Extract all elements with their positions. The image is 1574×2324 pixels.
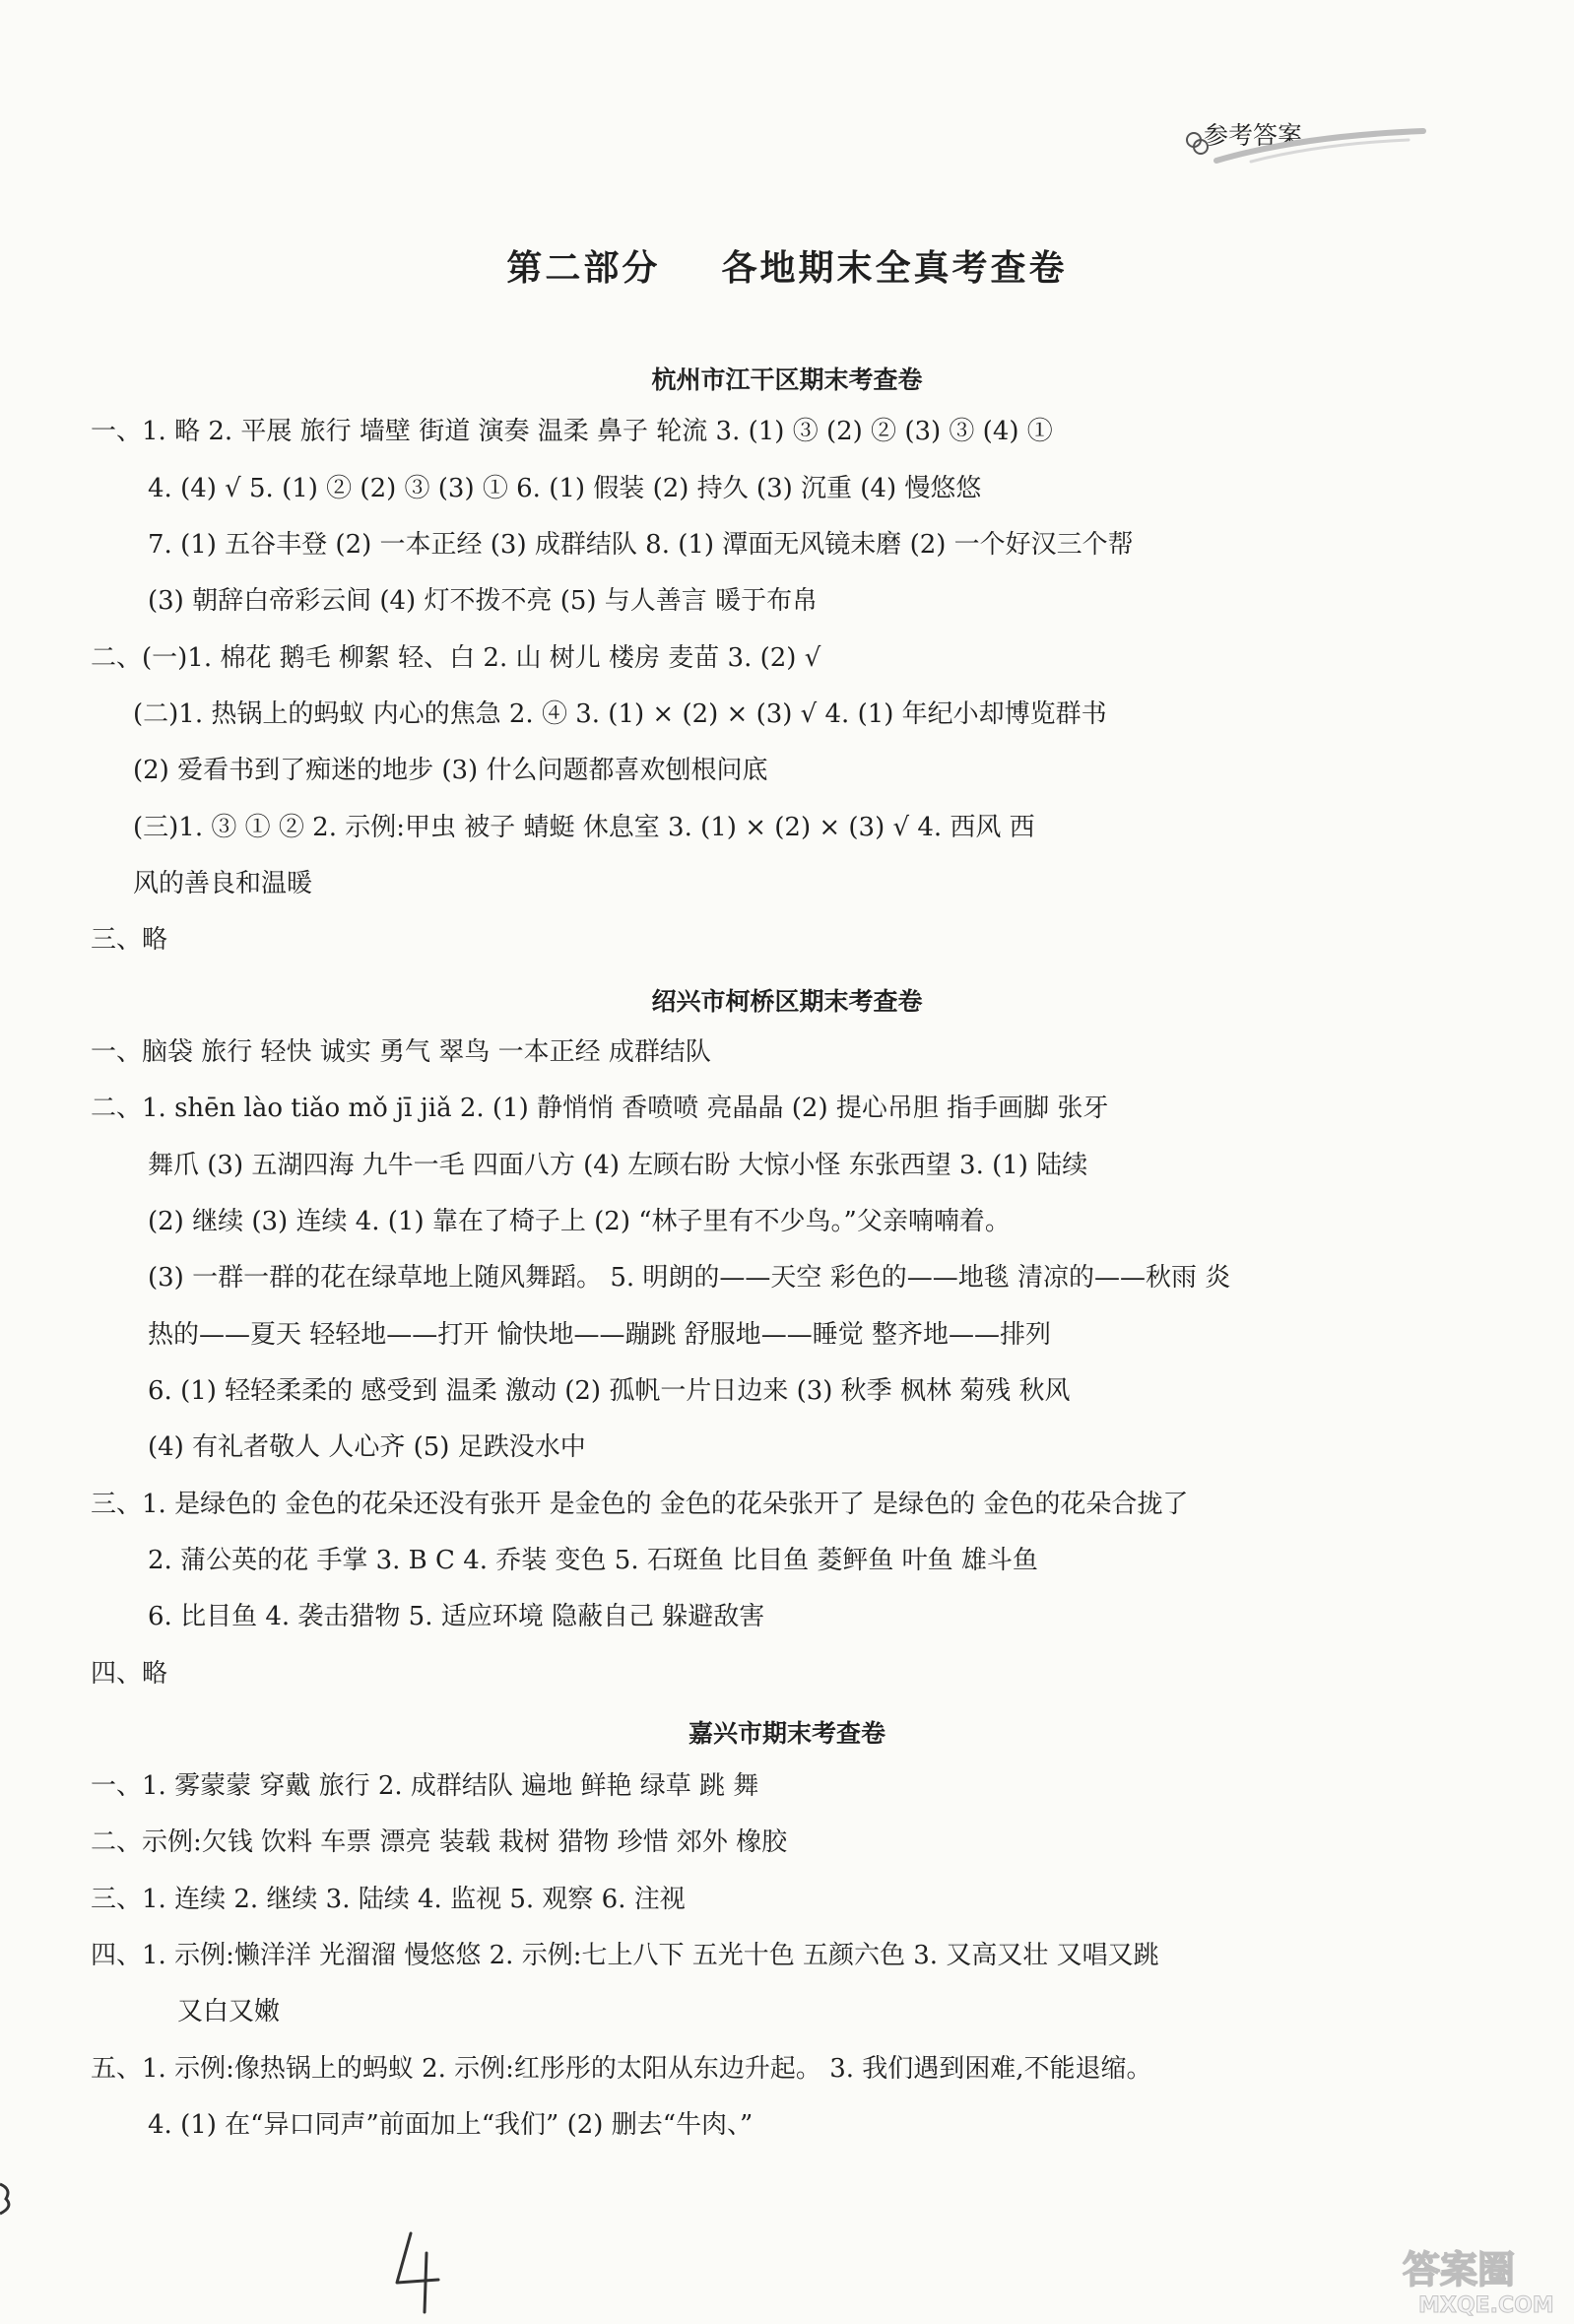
answer-line: 6. 比目鱼 4. 袭击猎物 5. 适应环境 隐蔽自己 躲避敌害 [148, 1602, 765, 1631]
answer-line: 三、略 [91, 925, 168, 955]
watermark-logo [1397, 2239, 1569, 2318]
answer-line: (2) 爱看书到了痴迷的地步 (3) 什么问题都喜欢刨根问底 [133, 756, 768, 785]
rings-icon [1184, 130, 1213, 160]
swoosh-icon [1212, 126, 1428, 166]
answer-line: (二)1. 热锅上的蚂蚁 内心的焦急 2. ④ 3. (1) × (2) × (3) √ 4. (1) 年纪小却博览群书 [133, 699, 1107, 729]
handwritten-number [389, 2228, 448, 2317]
margin-mark-icon [0, 2179, 14, 2219]
answer-line: 一、脑袋 旅行 轻快 诚实 勇气 翠鸟 一本正经 成群结队 [91, 1037, 711, 1067]
answer-line: (4) 有礼者敬人 人心齐 (5) 足跌没水中 [148, 1432, 586, 1462]
section-title-hangzhou: 杭州市江干区期末考查卷 [651, 365, 923, 394]
answer-line: 一、1. 略 2. 平展 旅行 墙壁 街道 演奏 温柔 鼻子 轮流 3. (1) ③ (2) ② (3) ③ (4) ① [91, 417, 1053, 446]
answer-line: 一、1. 雾蒙蒙 穿戴 旅行 2. 成群结队 遍地 鲜艳 绿草 跳 舞 [91, 1771, 759, 1801]
page-title: 第二部分 各地期末全真考查卷 [506, 248, 1068, 289]
answer-line: 风的善良和温暖 [133, 869, 313, 898]
svg-text:MXQE.COM: MXQE.COM [1418, 2293, 1554, 2318]
answer-line: 又白又嫩 [177, 1997, 281, 2026]
answer-line: 二、示例:欠钱 饮料 车票 漂亮 装载 栽树 猎物 珍惜 郊外 橡胶 [91, 1827, 788, 1857]
answer-line: 舞爪 (3) 五湖四海 九牛一毛 四面八方 (4) 左顾右盼 大惊小怪 东张西望 3. (1) 陆续 [148, 1151, 1088, 1180]
answer-line: 四、1. 示例:懒洋洋 光溜溜 慢悠悠 2. 示例:七上八下 五光十色 五颜六色 3. 又高又壮 又唱又跳 [91, 1941, 1159, 1970]
answer-line: 2. 蒲公英的花 手掌 3. B C 4. 乔装 变色 5. 石斑鱼 比目鱼 菱鲆鱼 叶鱼 雄斗鱼 [148, 1546, 1038, 1575]
answer-line: 4. (4) √ 5. (1) ② (2) ③ (3) ① 6. (1) 假装 (2) 持久 (3) 沉重 (4) 慢悠悠 [148, 474, 982, 503]
section-title-shaoxing: 绍兴市柯桥区期末考查卷 [651, 987, 923, 1016]
answer-line: 三、1. 是绿色的 金色的花朵还没有张开 是金色的 金色的花朵张开了 是绿色的 金色的花朵合拢了 [91, 1490, 1189, 1519]
answer-line: 四、略 [91, 1659, 168, 1689]
section-title-jiaxing: 嘉兴市期末考查卷 [688, 1719, 885, 1748]
answer-line: 三、1. 连续 2. 继续 3. 陆续 4. 监视 5. 观察 6. 注视 [91, 1885, 686, 1914]
answer-line: 二、(一)1. 棉花 鹅毛 柳絮 轻、白 2. 山 树儿 楼房 麦苗 3. (2) √ [91, 643, 821, 673]
answer-line: 五、1. 示例:像热锅上的蚂蚁 2. 示例:红彤彤的太阳从东边升起。 3. 我们遇到困难,不能退缩。 [91, 2054, 1152, 2084]
answer-line: (2) 继续 (3) 连续 4. (1) 靠在了椅子上 (2) “林子里有不少鸟。”父亲喃喃着。 [148, 1207, 1011, 1236]
answer-key-label: 参考答案 [1204, 121, 1303, 150]
answer-line: 6. (1) 轻轻柔柔的 感受到 温柔 激动 (2) 孤帆一片日边来 (3) 秋季 枫林 菊残 秋风 [148, 1376, 1071, 1406]
answer-line: 4. (1) 在“异口同声”前面加上“我们” (2) 删去“牛肉、” [148, 2110, 754, 2140]
answer-line: 二、1. shēn lào tiǎo mǒ jī jiǎ 2. (1) 静悄悄 香喷喷 亮晶晶 (2) 提心吊胆 指手画脚 张牙 [91, 1094, 1109, 1123]
answer-line: 热的——夏天 轻轻地——打开 愉快地——蹦跳 舒服地——睡觉 整齐地——排列 [148, 1320, 1052, 1350]
answer-line: (三)1. ③ ① ② 2. 示例:甲虫 被子 蜻蜓 休息室 3. (1) × (2) × (3) √ 4. 西风 西 [133, 813, 1035, 842]
answer-line: 7. (1) 五谷丰登 (2) 一本正经 (3) 成群结队 8. (1) 潭面无风镜未磨 (2) 一个好汉三个帮 [148, 530, 1134, 560]
answer-line: (3) 一群一群的花在绿草地上随风舞蹈。 5. 明朗的——天空 彩色的——地毯 清凉的——秋雨 炎 [148, 1263, 1231, 1293]
svg-text:答案圈: 答案圈 [1403, 2248, 1516, 2291]
answer-line: (3) 朝辞白帝彩云间 (4) 灯不拨不亮 (5) 与人善言 暖于布帛 [148, 586, 819, 616]
